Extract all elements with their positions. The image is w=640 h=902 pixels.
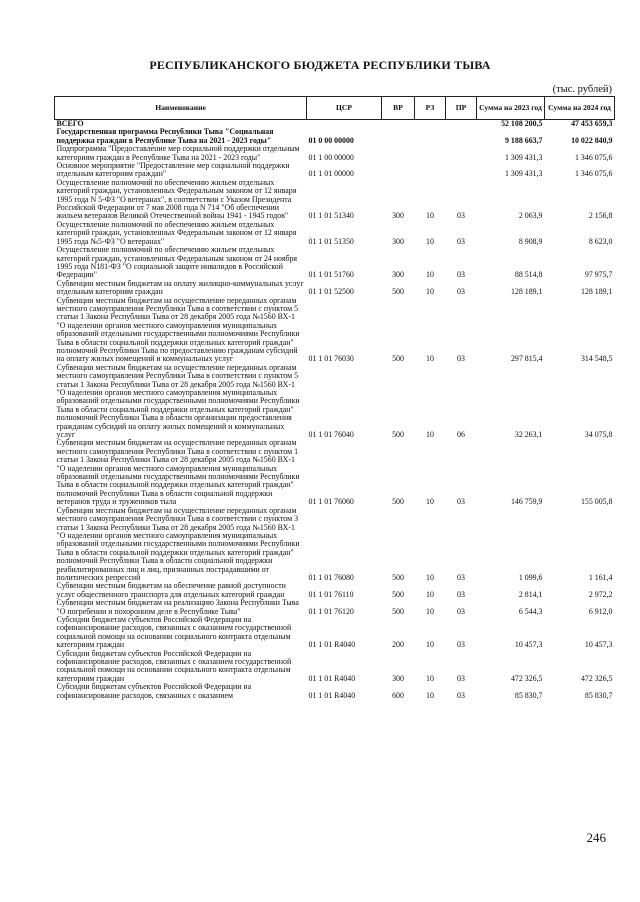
cell-rz: 10 [426,690,434,700]
cell-pr: 03 [457,673,465,683]
cell-rz [415,120,446,129]
cell-pr [446,162,477,179]
cell-csr: 01 1 01 76060 [308,497,354,507]
cell-pr: 03 [457,497,465,507]
table-row [55,650,615,684]
cell-rz: 10 [426,211,434,221]
cell-rz: 10 [426,572,434,582]
cell-name: Субвенции местным бюджетам на осуществление переданных органам местного самоуправления Республики Тыва в соответствии с пунктом 3 статьи 1 Закона Республики Тыва от 28 декабря 2005 года №1560 ВХ-1 "О наделении органов местного самоуправления муниципальных образований отдельными государственными полномочиями Республики Тыва в области социальной поддержки отдельных категорий граждан" полномочий Республики Тыва в области социальной поддержки реабилитированных лиц и лиц, признанных пострадавшими от политических репрессий [56,505,300,582]
table-row [55,582,615,599]
cell-sum-2023: 146 759,9 [510,497,543,507]
cell-sum-2023: 32 263,1 [514,430,543,440]
cell-name: Субсидии бюджетам субъектов Российской Федерации на софинансирование расходов, связанных с оказанием государственной социальной помощи на основании социального контракта отдельным категориям граждан [56,614,292,650]
cell-sum-2023: 1 099,6 [518,572,543,582]
cell-vr: 500 [392,606,404,616]
cell-csr: 01 1 01 R4040 [308,640,356,650]
cell-csr: 01 1 01 51760 [308,270,354,280]
cell-sum-2023: 1 309 431,3 [505,169,543,179]
cell-csr: 01 1 01 76120 [308,606,354,616]
cell-sum-2024: 34 075,8 [584,430,613,440]
cell-csr: 01 1 00 00000 [308,152,354,162]
cell-rz: 10 [426,640,434,650]
cell-vr: 300 [392,673,404,683]
cell-vr: 300 [392,236,404,246]
cell-csr: 01 1 01 76040 [308,430,354,440]
cell-sum-2024: 85 830,7 [584,690,613,700]
cell-sum-2023: 52 108 200,5 [501,119,543,128]
cell-pr: 03 [457,640,465,650]
cell-vr: 500 [392,354,404,364]
cell-sum-2024: 472 326,5 [580,673,613,683]
cell-vr [382,162,415,179]
cell-pr: 03 [457,589,465,599]
cell-pr [446,120,477,129]
table-row [55,297,615,364]
cell-name: Подпрограмма "Предоставление мер социальной поддержки отдельным категориям граждан в Республике Тыва на 2021 - 2023 годы" [56,144,300,162]
cell-rz [415,145,446,162]
cell-csr: 01 1 01 52500 [308,287,354,297]
cell-name: Субсидии бюджетам субъектов Российской Федерации на софинансирование расходов, связанных с оказанием государственной социальной помощи на основании социального контракта отдельным категориям граждан [56,648,292,683]
cell-rz [415,128,446,145]
cell-vr: 300 [392,270,404,280]
document-title: РЕСПУБЛИКАНСКОГО БЮДЖЕТА РЕСПУБЛИКИ ТЫВА [149,58,491,72]
cell-sum-2024: 97 975,7 [584,270,613,280]
table-row [55,145,615,162]
cell-sum-2023: 88 514,8 [514,270,543,280]
cell-name: Субвенции местным бюджетам на реализацию Закона Республики Тыва "О погребении и похоронном деле в Республике Тыва" [56,598,299,616]
cell-pr: 03 [457,236,465,246]
header-sum-2023: Сумма на 2023 год [477,97,545,120]
cell-csr: 01 0 00 00000 [308,135,354,145]
cell-vr [382,120,415,129]
cell-sum-2023: 1 309 431,3 [505,152,543,162]
cell-vr [382,145,415,162]
cell-rz: 10 [426,497,434,507]
cell-sum-2024: 10 022 840,9 [571,135,613,145]
cell-csr: 01 1 01 76030 [308,354,354,364]
header-vr: ВР [382,97,415,120]
cell-pr: 06 [457,430,465,440]
cell-name: Осуществление полномочий по обеспечению жильем отдельных категорий граждан, установленных Федеральным законом от 24 ноября 1995 года N181-ФЗ "О социальной защите инвалидов в Российской Федерации" [56,245,298,280]
cell-sum-2024: 128 189,1 [580,287,613,297]
cell-pr: 03 [457,354,465,364]
cell-sum-2023: 472 326,5 [510,673,543,683]
cell-vr: 500 [392,589,404,599]
cell-sum-2023: 2 063,9 [518,211,543,221]
table-body [55,120,615,701]
cell-vr [382,128,415,145]
cell-pr: 03 [457,690,465,700]
cell-vr: 300 [392,211,404,221]
cell-rz: 10 [426,606,434,616]
cell-sum-2024: 1 346 075,6 [575,152,613,162]
cell-name: Основное мероприятие "Предоставление мер социальной поддержки отдельным категориям граждан" [56,161,290,179]
cell-pr: 03 [457,572,465,582]
table-row [55,179,615,221]
cell-vr: 600 [392,690,404,700]
cell-pr [446,145,477,162]
units-label: (тыс. рублей) [552,84,612,95]
cell-sum-2023: 85 830,7 [514,690,543,700]
cell-name: ВСЕГО [56,119,84,128]
cell-rz: 10 [426,589,434,599]
table-row [55,162,615,179]
cell-sum-2023: 6 544,3 [518,606,543,616]
cell-rz: 10 [426,673,434,683]
cell-csr: 01 1 01 R4040 [308,690,356,700]
page-number: 246 [586,830,606,845]
cell-sum-2024: 47 453 659,3 [571,119,613,128]
table-row [55,507,615,583]
cell-sum-2024: 6 912,0 [588,606,613,616]
table-row [55,246,615,280]
table-row-program [55,128,615,145]
table-row [55,364,615,440]
cell-vr: 500 [392,497,404,507]
cell-csr: 01 1 01 51340 [308,211,354,221]
cell-name: Субвенции местным бюджетам на осуществление переданных органам местного самоуправления Республики Тыва в соответствии с пунктом 5 статьи 1 Закона Республики Тыва от 28 декабря 2005 года №1560 ВХ-1 "О наделении органов местного самоуправления муниципальных образований отдельными государственными полномочиями Республики Тыва в области социальной поддержки отдельных категорий граждан" полномочий Республики Тыва в области организации предоставления гражданам субсидий на оплату жилых помещений и коммунальных услуг [56,362,300,440]
cell-sum-2024: 2 156,8 [588,211,613,221]
cell-name: Субсидии бюджетам субъектов Российской Федерации на софинансирование расходов, связанных с оказанием [56,682,252,700]
cell-csr: 01 1 01 76080 [308,572,354,582]
cell-sum-2024: 2 972,2 [588,589,613,599]
cell-pr: 03 [457,287,465,297]
cell-rz: 10 [426,430,434,440]
budget-table [54,96,615,700]
cell-sum-2023: 10 457,3 [514,640,543,650]
header-name: Наименование [55,97,307,120]
cell-sum-2024: 8 623,0 [588,236,613,246]
cell-rz: 10 [426,354,434,364]
cell-rz: 10 [426,287,434,297]
table-row [55,599,615,616]
cell-rz: 10 [426,270,434,280]
cell-sum-2024: 314 548,5 [580,354,613,364]
cell-pr: 03 [457,211,465,221]
cell-sum-2024: 155 005,8 [580,497,613,507]
cell-csr: 01 1 01 R4040 [308,673,356,683]
table-row [55,616,615,650]
cell-sum-2024: 10 457,3 [584,640,613,650]
cell-name: Субвенции местным бюджетам на осуществление переданных органам местного самоуправления Республики Тыва в соответствии с пунктом 5 статьи 1 Закона Республики Тыва от 28 декабря 2005 года №1560 ВХ-1 "О наделении органов местного самоуправления муниципальных образований отдельными государственными полномочиями Республики Тыва в области социальной поддержки отдельных категорий граждан" полномочий Республики Тыва по предоставлению гражданам субсидий на оплату жилых помещений и коммунальных услуг [56,295,300,364]
table-row [55,221,615,246]
cell-sum-2024: 1 161,4 [588,572,613,582]
cell-sum-2023: 128 189,1 [510,287,543,297]
cell-csr: 01 1 01 51350 [308,236,354,246]
cell-name: Субвенции местным бюджетам на оплату жилищно-коммунальных услуг отдельным категориям граждан [56,278,304,297]
cell-pr: 03 [457,270,465,280]
cell-csr [307,120,382,129]
header-rz: РЗ [415,97,446,120]
cell-sum-2023: 2 814,1 [518,589,543,599]
cell-name: Осуществление полномочий по обеспечению жильем отдельных категорий граждан, установленных Федеральным законом от 12 января 1995 года №5-ФЗ "О ветеранах" [56,219,297,246]
cell-vr: 500 [392,287,404,297]
cell-rz [415,162,446,179]
cell-name: Осуществление полномочий по обеспечению жильем отдельных категорий граждан, установленных Федеральным законом от 12 января 1995 года N 5-ФЗ "О ветеранах", в соответствии с Указом Президента Российской Федерации от 7 мая 2008 года N 714 "Об обеспечении жильем ветеранов Великой Отечественной войны 1941 - 1945 годов" [56,177,297,221]
cell-sum-2023: 297 815,4 [510,354,543,364]
table-row [55,683,615,700]
cell-sum-2024: 1 346 075,6 [575,169,613,179]
table-row [55,439,615,506]
cell-name: Государственная программа Республики Тыва "Социальная поддержка граждан в Республике Тыва на 2021 - 2023 годы" [56,127,274,145]
cell-vr: 500 [392,430,404,440]
cell-csr: 01 1 01 00000 [308,169,354,179]
header-sum-2024: Сумма на 2024 год [545,97,615,120]
cell-pr: 03 [457,606,465,616]
cell-name: Субвенции местным бюджетам на осуществление переданных органам местного самоуправления Республики Тыва в соответствии с пунктом 1 статьи 1 Закона Республики Тыва от 28 декабря 2005 года №1560 ВХ-1 "О наделении органов местного самоуправления муниципальных образований отдельными государственными полномочиями Республики Тыва в области социальной поддержки отдельных категорий граждан" полномочий Республики Тыва в области социальной поддержки ветеранов труда и тружеников тыла [56,438,300,507]
cell-rz: 10 [426,236,434,246]
table-row [55,280,615,297]
table-header [55,97,615,120]
header-pr: ПР [446,97,477,120]
cell-vr: 200 [392,640,404,650]
cell-vr: 500 [392,572,404,582]
cell-pr [446,128,477,145]
cell-sum-2023: 8 908,9 [518,236,543,246]
header-csr: ЦСР [307,97,382,120]
cell-csr: 01 1 01 76110 [308,589,354,599]
cell-sum-2023: 9 188 663,7 [505,135,543,145]
cell-name: Субвенции местным бюджетам на обеспечение равной доступности услуг общественного транспорта для отдельных категорий граждан [56,581,286,599]
